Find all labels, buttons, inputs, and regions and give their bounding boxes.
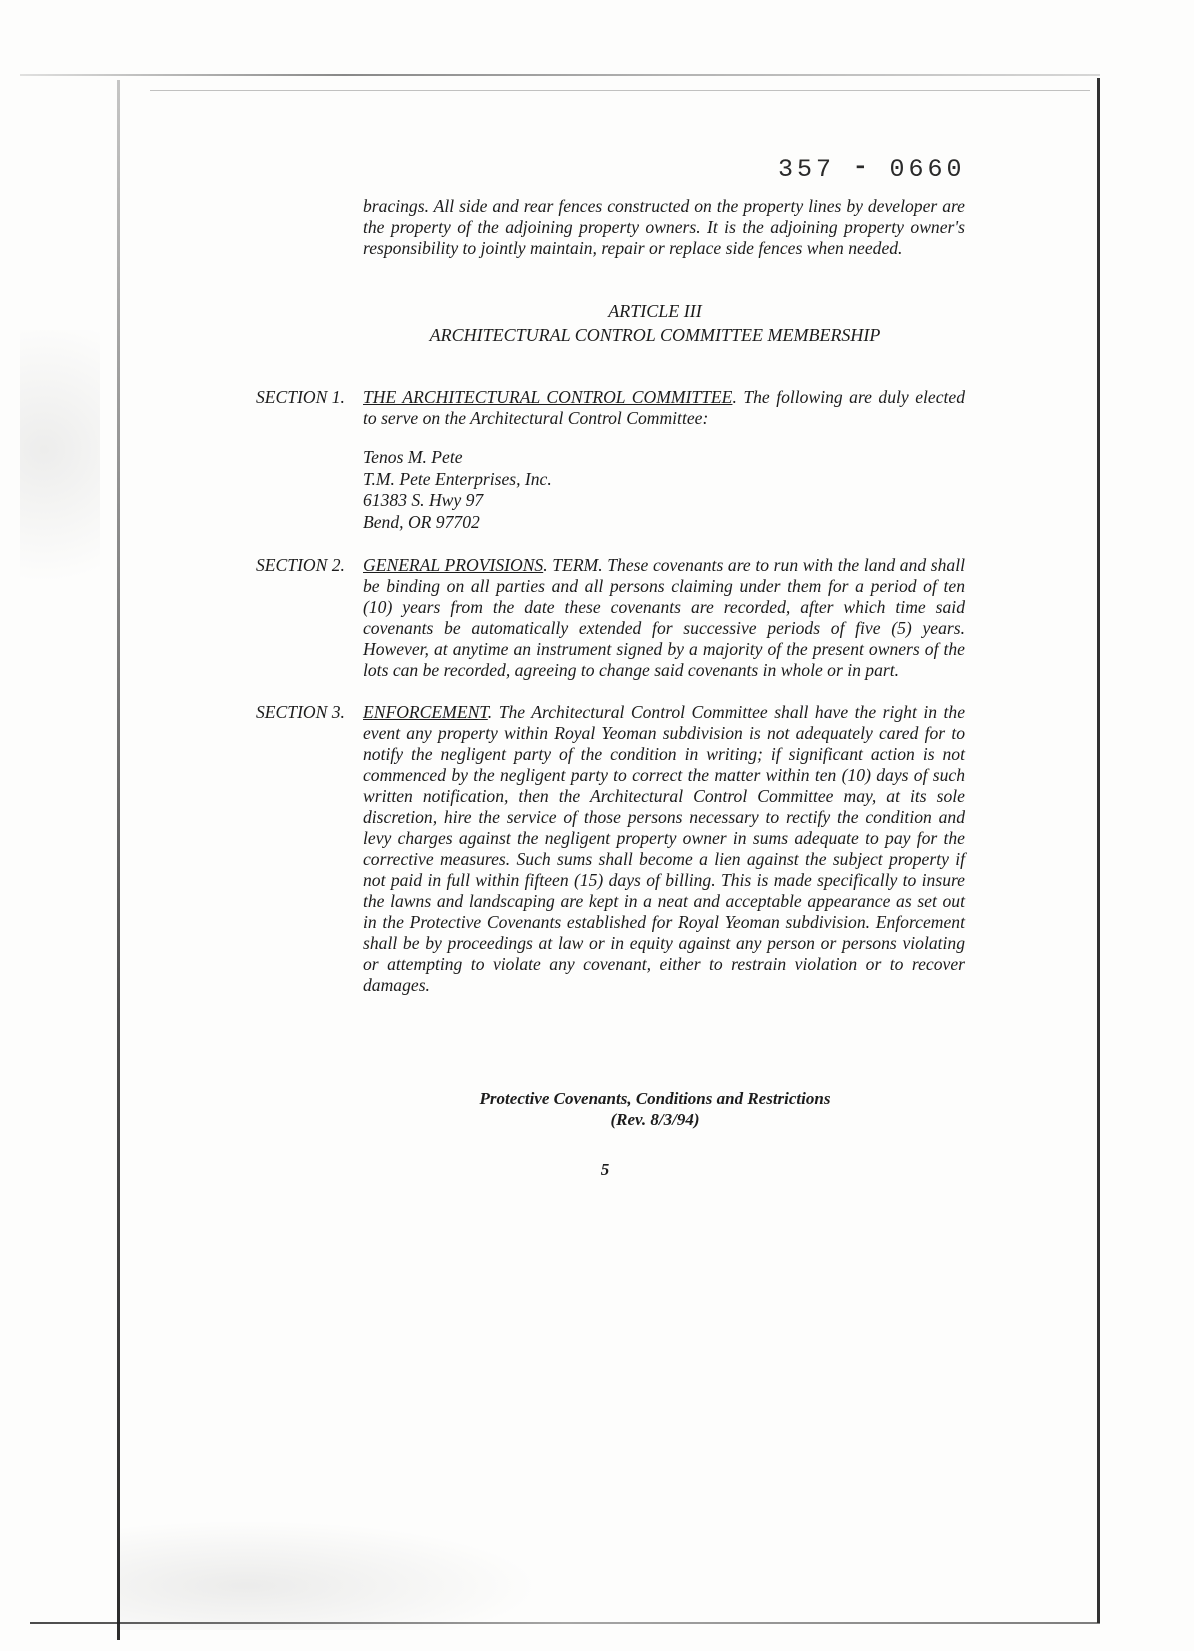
footer-title: Protective Covenants, Conditions and Restrictions xyxy=(479,1089,831,1108)
section-2-body: GENERAL PROVISIONS. TERM. These covenants are to run with the land and shall be binding on all parties and all persons claiming under them for a period of ten (10) years from the date these covenants are recorded, after which time said covenants be automatically extended for successive periods of five (5) years. However, at anytime an instrument signed by a majority of the present owners of the lots can be recorded, agreeing to change said covenants in whole or in part. xyxy=(363,555,965,680)
section-3-heading: ENFORCEMENT xyxy=(363,702,488,722)
section-2-heading: GENERAL PROVISIONS xyxy=(363,555,544,575)
member-street: 61383 S. Hwy 97 xyxy=(363,490,484,510)
section-1-text: The following are duly elected to serve on the Architectural Control Committee: xyxy=(363,387,966,428)
section-3-label: SECTION 3. xyxy=(256,702,345,722)
scan-edge-left xyxy=(117,80,120,1640)
section-1-heading: THE ARCHITECTURAL CONTROL COMMITTEE xyxy=(363,387,733,407)
member-city: Bend, OR 97702 xyxy=(363,511,480,532)
member-company: T.M. Pete Enterprises, Inc. xyxy=(363,468,552,489)
section-3-text: The Architectural Control Committee shall have the right in the event any property within Royal Yeoman subdivision is not adequately cared for to notify the negligent party of the condition in writing; if significant action is not commenced by the negligent party to correct the matter within ten (10) days of such written notification, then the Architectural Control Committee may, at its sole discretion, hire the service of those persons necessary to rectify the condition and levy charges against the negligent property owner in sums adequate to pay for the corrective measures. Such sums shall become a lien against the subject property if not paid in full within fifteen (15) days of billing. This is made specifically to insure the lawns and landscaping are kept in a neat and acceptable appearance as set out in the Protective Covenants established for Royal Yeoman subdivision. Enforcement shall be by proceedings at law or in equity against any person or persons violating or attempting to violate any covenant, either to restrain violation or to recover damages. xyxy=(363,702,965,995)
footer-revision: (Rev. 8/3/94) xyxy=(610,1110,700,1129)
document-footer xyxy=(300,1088,1010,1130)
scan-edge-top xyxy=(20,74,1100,76)
section-2-label: SECTION 2. xyxy=(256,555,345,575)
article-heading xyxy=(300,299,1010,347)
scan-edge-right xyxy=(1097,78,1100,1623)
intro-paragraph xyxy=(363,196,965,259)
section-2-heading-extra: TERM. xyxy=(552,555,603,575)
section-2-text: These covenants are to run with the land and shall be binding on all parties and all persons claiming under them for a period of ten (10) years from the date these covenants are recorded, after which time said covenants be automatically extended for successive periods of five (5) years. However, at anytime an instrument signed by a majority of the present owners of the lots can be recorded, agreeing to change said covenants in whole or in part. xyxy=(363,555,965,680)
section-1-body: THE ARCHITECTURAL CONTROL COMMITTEE. The following are duly elected to serve on the Architectural Control Committee: xyxy=(363,387,966,428)
page-reference-number: 357 ⁃ 0660 xyxy=(778,155,966,184)
scan-noise-bottom xyxy=(120,1520,540,1630)
scan-edge-top-inner xyxy=(150,90,1090,91)
page-number: 5 xyxy=(600,1160,610,1179)
intro-text: bracings. All side and rear fences constructed on the property lines by developer are the property of the adjoining property owners. It is the adjoining property owner's responsibility to jointly maintain, repair or replace side fences when needed. xyxy=(363,196,965,258)
section-3-body: ENFORCEMENT. The Architectural Control Committee shall have the right in the event any property within Royal Yeoman subdivision is not adequately cared for to notify the negligent party of the condition in writing; if significant action is not commenced by the negligent party to correct the matter within ten (10) days of such written notification, then the Architectural Control Committee may, at its sole discretion, hire the service of those persons necessary to rectify the condition and levy charges against the negligent property owner in sums adequate to pay for the corrective measures. Such sums shall become a lien against the subject property if not paid in full within fifteen (15) days of billing. This is made specifically to insure the lawns and landscaping are kept in a neat and acceptable appearance as set out in the Protective Covenants established for Royal Yeoman subdivision. Enforcement shall be by proceedings at law or in equity against any person or persons violating or attempting to violate any covenant, either to restrain violation or to recover damages. xyxy=(363,702,965,995)
article-number: ARTICLE III xyxy=(608,301,702,321)
section-1-label: SECTION 1. xyxy=(256,387,345,407)
member-name: Tenos M. Pete xyxy=(363,447,463,467)
article-title: ARCHITECTURAL CONTROL COMMITTEE MEMBERSHIP xyxy=(429,325,881,345)
committee-member-address xyxy=(363,447,552,533)
scan-noise-left xyxy=(20,330,100,630)
